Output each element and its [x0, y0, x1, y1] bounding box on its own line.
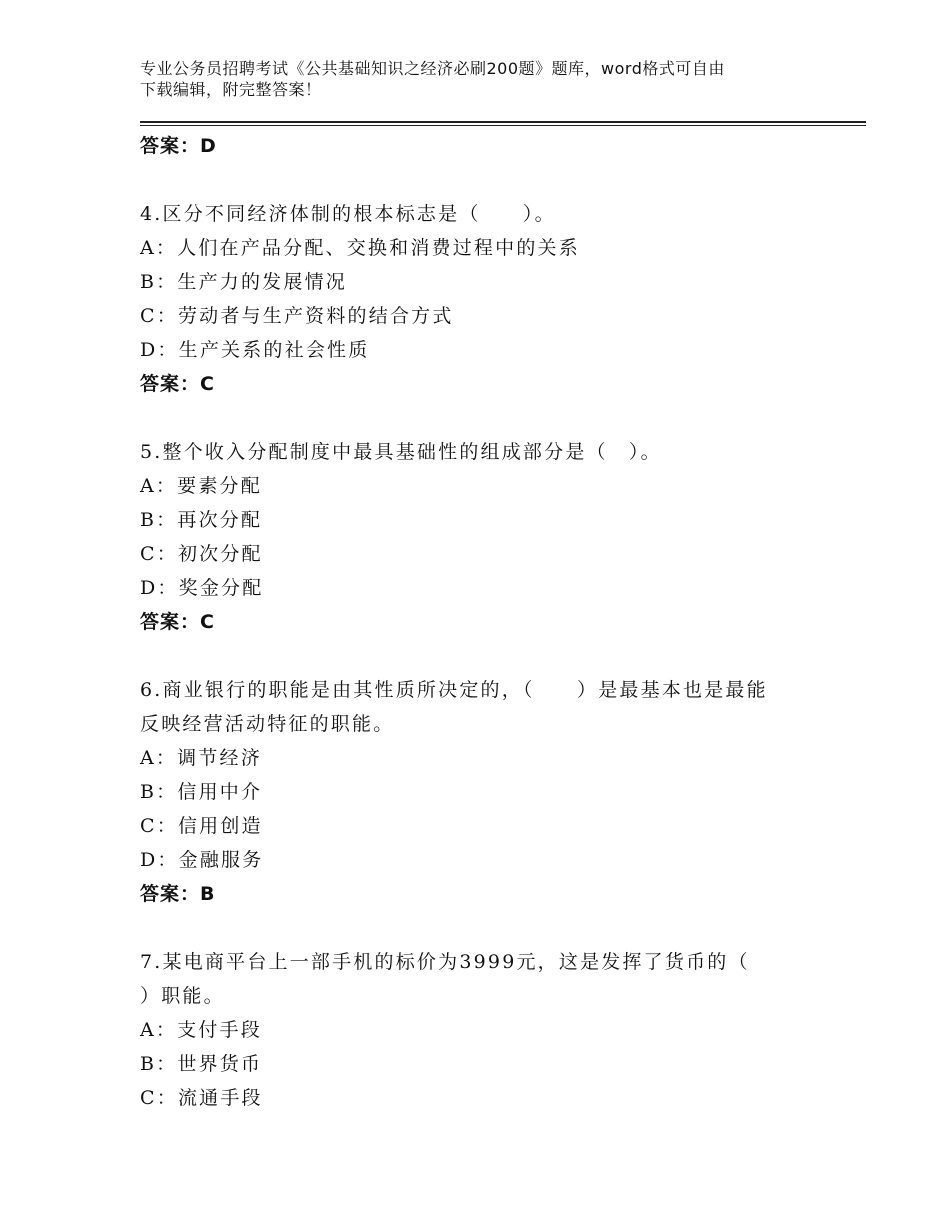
option-a: A：人们在产品分配、交换和消费过程中的关系: [140, 237, 580, 259]
question-stem-continued: 反映经营活动特征的职能。: [140, 713, 395, 735]
question-block: [140, 197, 820, 401]
option-c: C：劳动者与生产资料的结合方式: [140, 305, 454, 327]
option-c: C：初次分配: [140, 543, 263, 565]
header-divider-thin: [140, 125, 866, 126]
question-block: [140, 945, 820, 1115]
previous-answer: 答案：D: [140, 135, 217, 157]
question-stem: 4.区分不同经济体制的根本标志是（ ）。: [140, 203, 556, 225]
question-block: [140, 673, 820, 911]
answer-label: 答案：C: [140, 611, 215, 633]
option-a: A：支付手段: [140, 1019, 262, 1041]
option-d: D：生产关系的社会性质: [140, 339, 370, 361]
question-stem: 6.商业银行的职能是由其性质所决定的，（ ）是最基本也是最能: [140, 679, 768, 701]
header-line-2: 下载编辑，附完整答案！: [140, 80, 322, 99]
option-d: D：金融服务: [140, 849, 264, 871]
option-b: B：信用中介: [140, 781, 263, 803]
header-divider: [140, 121, 866, 123]
option-c: C：信用创造: [140, 815, 263, 837]
question-stem: 7.某电商平台上一部手机的标价为3999元，这是发挥了货币的（: [140, 951, 750, 973]
answer-label: 答案：B: [140, 883, 216, 905]
document-header: [140, 58, 800, 100]
option-b: B：生产力的发展情况: [140, 271, 347, 293]
question-stem: 5.整个收入分配制度中最具基础性的组成部分是（ ）。: [140, 441, 662, 463]
answer-label: 答案：C: [140, 373, 215, 395]
question-stem-continued: ）职能。: [140, 985, 225, 1007]
option-a: A：要素分配: [140, 475, 262, 497]
question-block: [140, 435, 820, 639]
option-b: B：世界货币: [140, 1053, 263, 1075]
option-b: B：再次分配: [140, 509, 263, 531]
option-c: C：流通手段: [140, 1087, 263, 1109]
header-line-1: 专业公务员招聘考试《公共基础知识之经济必刷200题》题库，word格式可自由: [140, 59, 725, 78]
question-list: [140, 129, 820, 1115]
option-a: A：调节经济: [140, 747, 262, 769]
option-d: D：奖金分配: [140, 577, 264, 599]
